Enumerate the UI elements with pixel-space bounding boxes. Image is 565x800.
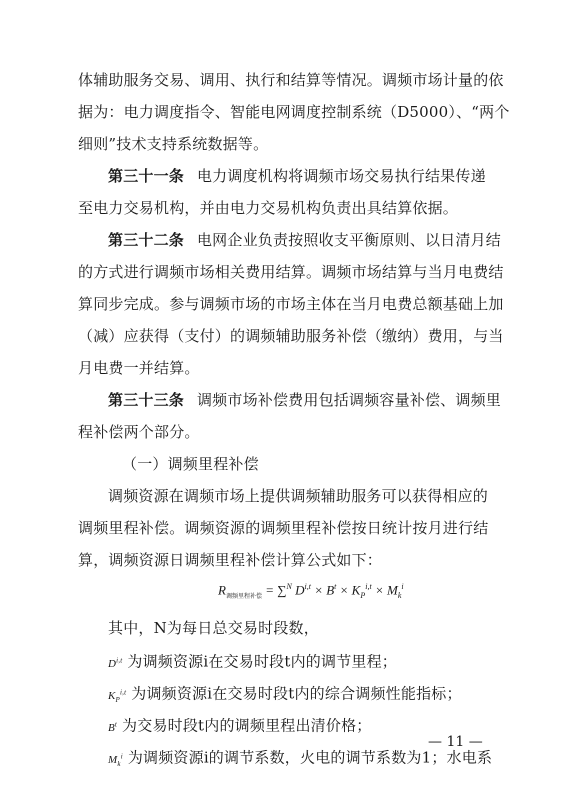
definition-text: 为调频资源i的调节系数，火电的调节系数为1；水电系 bbox=[127, 748, 493, 767]
text-line: 调频里程补偿。调频资源的调频里程补偿按日统计按月进行结 bbox=[78, 519, 489, 537]
definition-line bbox=[108, 746, 508, 774]
variable-symbol: $K_P^{i,t}$ bbox=[108, 688, 127, 704]
article-text: 电力调度机构将调频市场交易执行结果传递 bbox=[196, 167, 486, 185]
variable-symbol: $M_k^i$ bbox=[108, 752, 123, 768]
definition-line bbox=[108, 682, 528, 710]
text-line: 程补偿两个部分。 bbox=[78, 423, 200, 441]
definition-text: 为调频资源i在交易时段t内的综合调频性能指标； bbox=[131, 684, 462, 703]
article-title: 第三十一条 bbox=[108, 167, 185, 185]
definition-line bbox=[108, 650, 528, 674]
text-line: 调频资源在调频市场上提供调频辅助服务可以获得相应的 bbox=[108, 487, 489, 505]
variable-symbol: $B^t$ bbox=[108, 720, 118, 734]
variable-symbol: D$^{i,t}$ bbox=[108, 656, 123, 670]
article-title: 第三十三条 bbox=[108, 391, 185, 409]
formula-subscript: 调频里程补偿 bbox=[225, 592, 262, 600]
article-title: 第三十二条 bbox=[108, 231, 185, 249]
article-32 bbox=[108, 230, 528, 250]
article-text: 调频市场补偿费用包括调频容量补偿、调频里 bbox=[196, 391, 501, 409]
article-31 bbox=[108, 166, 528, 186]
text-line: 细则”技术支持系统数据等。 bbox=[78, 135, 269, 153]
section-heading: （一）调频里程补偿 bbox=[122, 455, 259, 473]
text-line: （减）应获得（支付）的调频辅助服务补偿（缴纳）费用，与当 bbox=[78, 327, 504, 345]
text-line: 算同步完成。参与调频市场的市场主体在当月电费总额基础上加 bbox=[78, 295, 504, 313]
page-number: — 11 — bbox=[428, 734, 483, 750]
text-line: 至电力交易机构，并由电力交易机构负责出具结算依据。 bbox=[78, 199, 459, 217]
article-text: 电网企业负责按照收支平衡原则、以日清月结 bbox=[196, 231, 501, 249]
definition-text: 为交易时段t内的调频里程出清价格； bbox=[122, 716, 372, 735]
text-line: 算，调频资源日调频里程补偿计算公式如下： bbox=[78, 551, 383, 569]
text-line: 据为：电力调度指令、智能电网调度控制系统（D5000）、“两个 bbox=[78, 103, 510, 121]
text-line: 月电费一并结算。 bbox=[78, 359, 200, 377]
article-33 bbox=[108, 390, 528, 410]
text-line: 其中，N为每日总交易时段数， bbox=[108, 619, 319, 637]
definition-text: 为调频资源i在交易时段t内的调节里程； bbox=[127, 652, 398, 671]
mileage-formula: $R_{调频里程补偿} = \sum^N$ $D^{i,t} \times B^t \times K_P^{i,t} \times M_k^i$ bbox=[218, 582, 404, 600]
text-line: 的方式进行调频市场相关费用结算。调频市场结算与当月电费结 bbox=[78, 263, 504, 281]
text-line: 体辅助服务交易、调用、执行和结算等情况。调频市场计量的依 bbox=[78, 71, 504, 89]
